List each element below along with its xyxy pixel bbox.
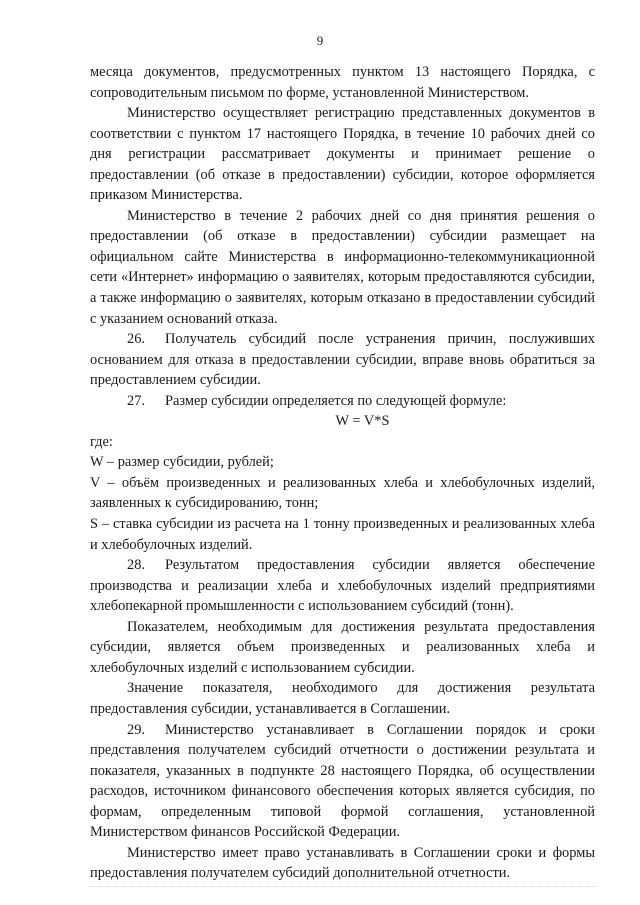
paragraph-publication: Министерство в течение 2 рабочих дней со дня принятия решения о предоставлении (об отказе в предоставлении) субсидии размещает на официальном сайте Министерства в информационно-телекоммуникационной сети «Интернет» информацию о заявителях, которым предоставляются субсидии, а также информацию о заявителях, которым отказано в предоставлении субсидий с указанием оснований отказа. xyxy=(90,207,595,327)
paragraph-27: 27. Размер субсидии определяется по следующей формуле: xyxy=(90,391,595,412)
paragraph-continuation: месяца документов, предусмотренных пунктом 13 настоящего Порядка, с сопроводительным письмом по форме, установленной Министерством. xyxy=(90,64,595,101)
paragraph-where: где: xyxy=(90,433,113,450)
footer-scan-artifact xyxy=(90,886,595,889)
definition-w: W – размер субсидии, рублей; xyxy=(90,454,274,471)
clause-number: 26. xyxy=(127,331,145,348)
clause-number: 29. xyxy=(127,721,145,738)
paragraph-additional-reporting: Министерство имеет право устанавливать в Соглашении сроки и формы предоставления получателем субсидий дополнительной отчетности. xyxy=(90,844,595,882)
subsidy-formula: W = V*S xyxy=(335,413,390,430)
paragraph-26: 26. Получатель субсидий после устранения причин, послуживших основанием для отказа в предоставлении субсидии, вправе вновь обратиться за предоставлением субсидии. xyxy=(90,331,595,389)
paragraph-indicator: Показателем, необходимым для достижения результата предоставления субсидии, является объем произведенных и реализованных хлеба и хлебобулочных изделий с использованием субсидии. xyxy=(90,618,595,676)
paragraph-29: 29. Министерство устанавливает в Соглашении порядок и сроки представления получателем субсидий отчетности о достижении результата и показателя, указанных в подпункте 28 настоящего Порядка, об осуществлении расходов, источником финансового обеспечения которых является субсидия, по формам, определенным типовой формой соглашения, установленной Министерством финансов Российской Федерации. xyxy=(90,721,595,841)
paragraph-registration: Министерство осуществляет регистрацию представленных документов в соответствии с пунктом 17 настоящего Порядка, в течение 10 рабочих дней со дня регистрации рассматривает документы и принимает решение о предоставлении (об отказе в предоставлении) субсидии, которое оформляется приказом Министерства. xyxy=(90,105,595,204)
definition-v: V – объём произведенных и реализованных хлеба и хлебобулочных изделий, заявленных к субсидированию, тонн; xyxy=(90,474,595,512)
page-number: 9 xyxy=(316,33,324,48)
paragraph-indicator-value: Значение показателя, необходимого для достижения результата предоставления субсидии, устанавливается в Соглашении. xyxy=(90,680,595,717)
paragraph-28: 28. Результатом предоставления субсидии является обеспечение производства и реализации хлеба и хлебобулочных изделий предприятиями хлебопекарной промышленности с использованием субсидий (тонн). xyxy=(90,557,595,615)
document-body xyxy=(90,62,595,884)
definition-s: S – ставка субсидии из расчета на 1 тонну произведенных и реализованных хлеба и хлебобулочных изделий. xyxy=(90,516,595,553)
clause-number: 27. xyxy=(127,392,145,409)
clause-number: 28. xyxy=(127,557,145,574)
